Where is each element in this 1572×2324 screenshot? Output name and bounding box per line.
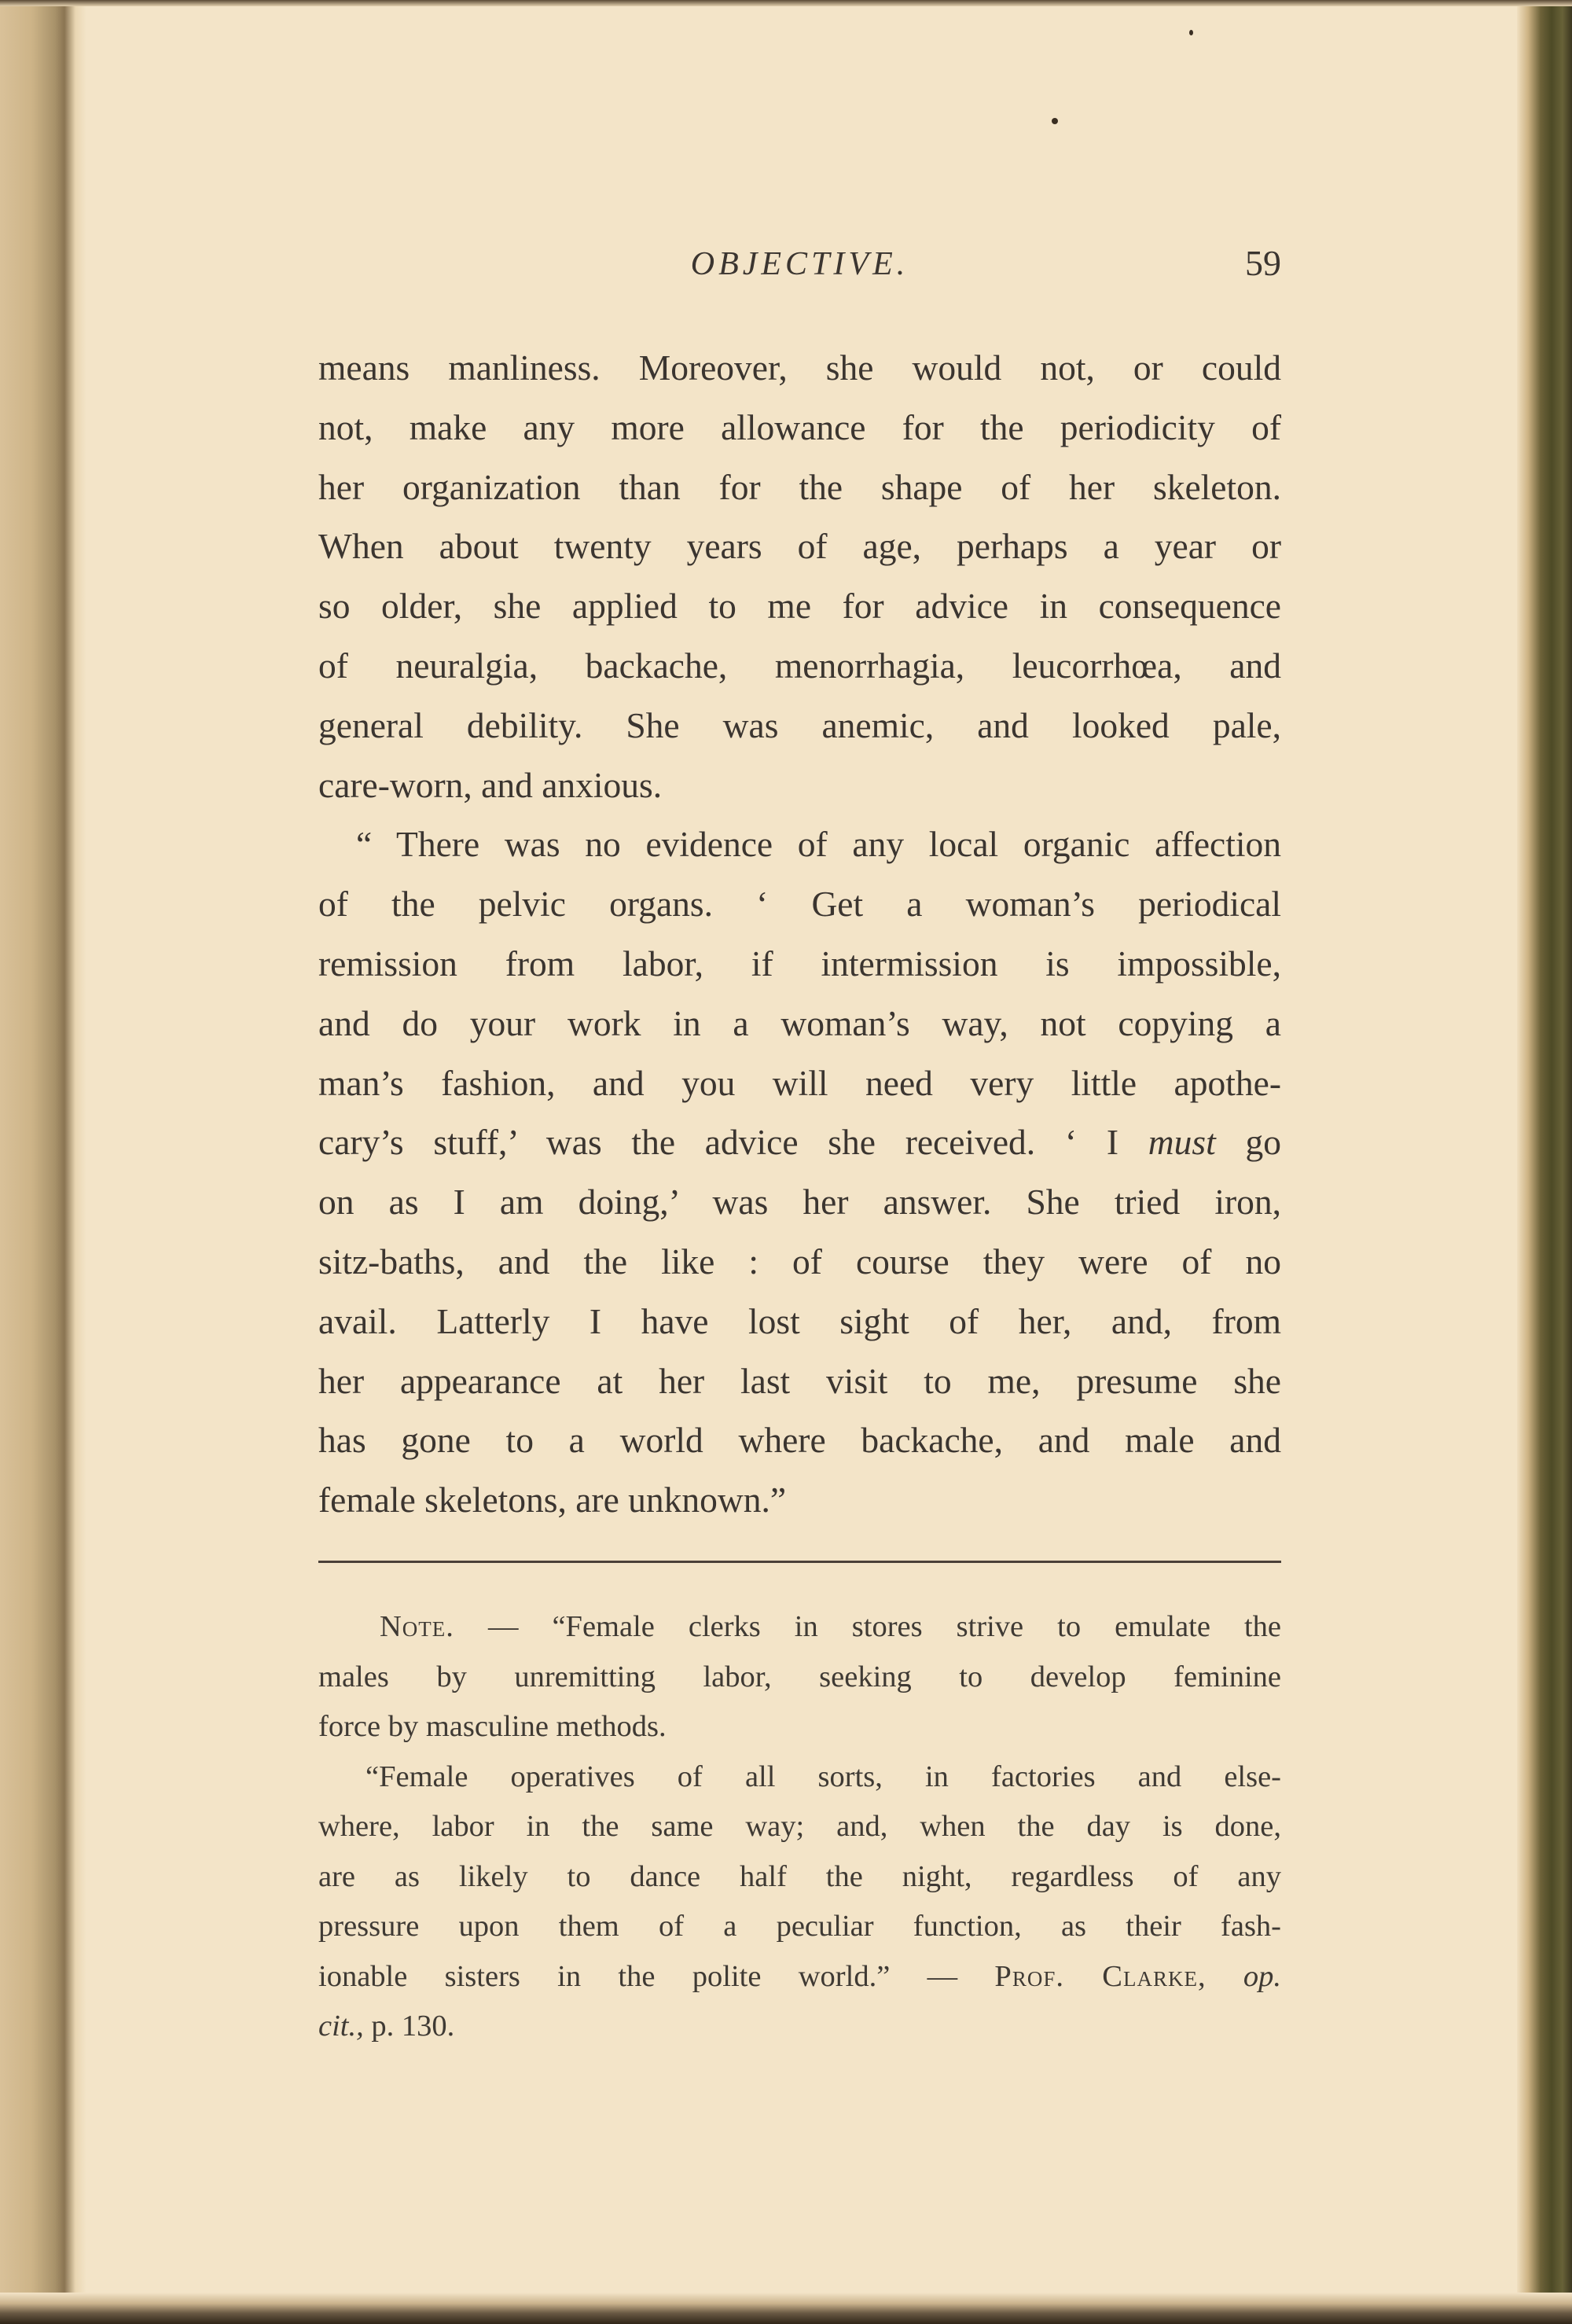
note-line	[318, 1952, 1281, 2002]
note-line: “Female operatives of all sorts, in factories and else-	[365, 1760, 1281, 1793]
text-line: her appearance at her last visit to me, presume she	[318, 1360, 1281, 1401]
text-line: female skeletons, are unknown.”	[318, 1480, 787, 1521]
page-number: 59	[1245, 243, 1281, 283]
text-line: man’s fashion, and you will need very little apothe-	[318, 1062, 1281, 1103]
text-line: of neuralgia, backache, menorrhagia, leucorrhœa, and	[318, 645, 1281, 686]
text-line: When about twenty years of age, perhaps a year or	[318, 526, 1281, 567]
text-line: on as I am doing,’ was her answer. She tried iron,	[318, 1182, 1281, 1223]
text-line: general debility. She was anemic, and looked pale,	[318, 704, 1281, 745]
citation-author: Prof. Clarke,	[994, 1959, 1207, 1993]
bottom-edge	[0, 2293, 1572, 2324]
citation-page: p. 130.	[371, 2010, 455, 2043]
top-edge	[0, 0, 1572, 6]
body-text	[318, 338, 1281, 1530]
text-line: has gone to a world where backache, and male and	[318, 1420, 1281, 1461]
text-line: not, make any more allowance for the periodicity of	[318, 406, 1281, 447]
text-segment: — “Female clerks in stores strive to emulate the	[487, 1610, 1281, 1643]
text-line: means manliness. Moreover, she would not, or could	[318, 347, 1281, 388]
footnote	[318, 1602, 1281, 2052]
note-line: are as likely to dance half the night, regardless of any	[318, 1859, 1281, 1893]
text-line: care-worn, and anxious.	[318, 764, 663, 805]
text-line: and do your work in a woman’s way, not copying a	[318, 1002, 1281, 1043]
ink-speck	[1052, 118, 1058, 124]
text-line: her organization than for the shape of her skeleton.	[318, 466, 1281, 507]
text-line: sitz-baths, and the like : of course they were of no	[318, 1241, 1281, 1282]
footnote-rule	[318, 1561, 1281, 1563]
text-line: avail. Latterly I have lost sight of her, and, from	[318, 1300, 1281, 1341]
text-line	[318, 1112, 1281, 1172]
page-header	[318, 242, 1281, 289]
note-line: force by masculine methods.	[318, 1710, 667, 1743]
note-label: Note.	[380, 1610, 454, 1643]
text-segment: cary’s stuff,’ was the advice she received. ‘ I	[318, 1122, 1118, 1163]
note-line	[318, 1602, 1281, 1653]
text-segment: go	[1245, 1122, 1282, 1163]
note-line	[318, 2002, 1281, 2052]
citation-abbrev: cit.,	[318, 2010, 364, 2043]
text-line: of the pelvic organs. ‘ Get a woman’s periodical	[318, 884, 1281, 925]
note-line: where, labor in the same way; and, when the day is done,	[318, 1810, 1281, 1843]
text-line: so older, she applied to me for advice in consequence	[318, 586, 1281, 627]
page-edge	[1517, 0, 1572, 2324]
citation-abbrev: op.	[1243, 1959, 1282, 1993]
text-segment: ionable sisters in the polite world.” —	[318, 1959, 958, 1993]
note-line: pressure upon them of a peculiar function, as their fash-	[318, 1910, 1281, 1943]
italic-word: must	[1148, 1122, 1216, 1163]
text-line: remission from labor, if intermission is impossible,	[318, 943, 1281, 984]
text-line: “ There was no evidence of any local organic affection	[356, 824, 1281, 865]
ink-speck	[1189, 30, 1193, 35]
running-head: OBJECTIVE.	[690, 246, 909, 282]
note-line: males by unremitting labor, seeking to develop feminine	[318, 1660, 1281, 1693]
binding-gutter	[0, 0, 86, 2324]
